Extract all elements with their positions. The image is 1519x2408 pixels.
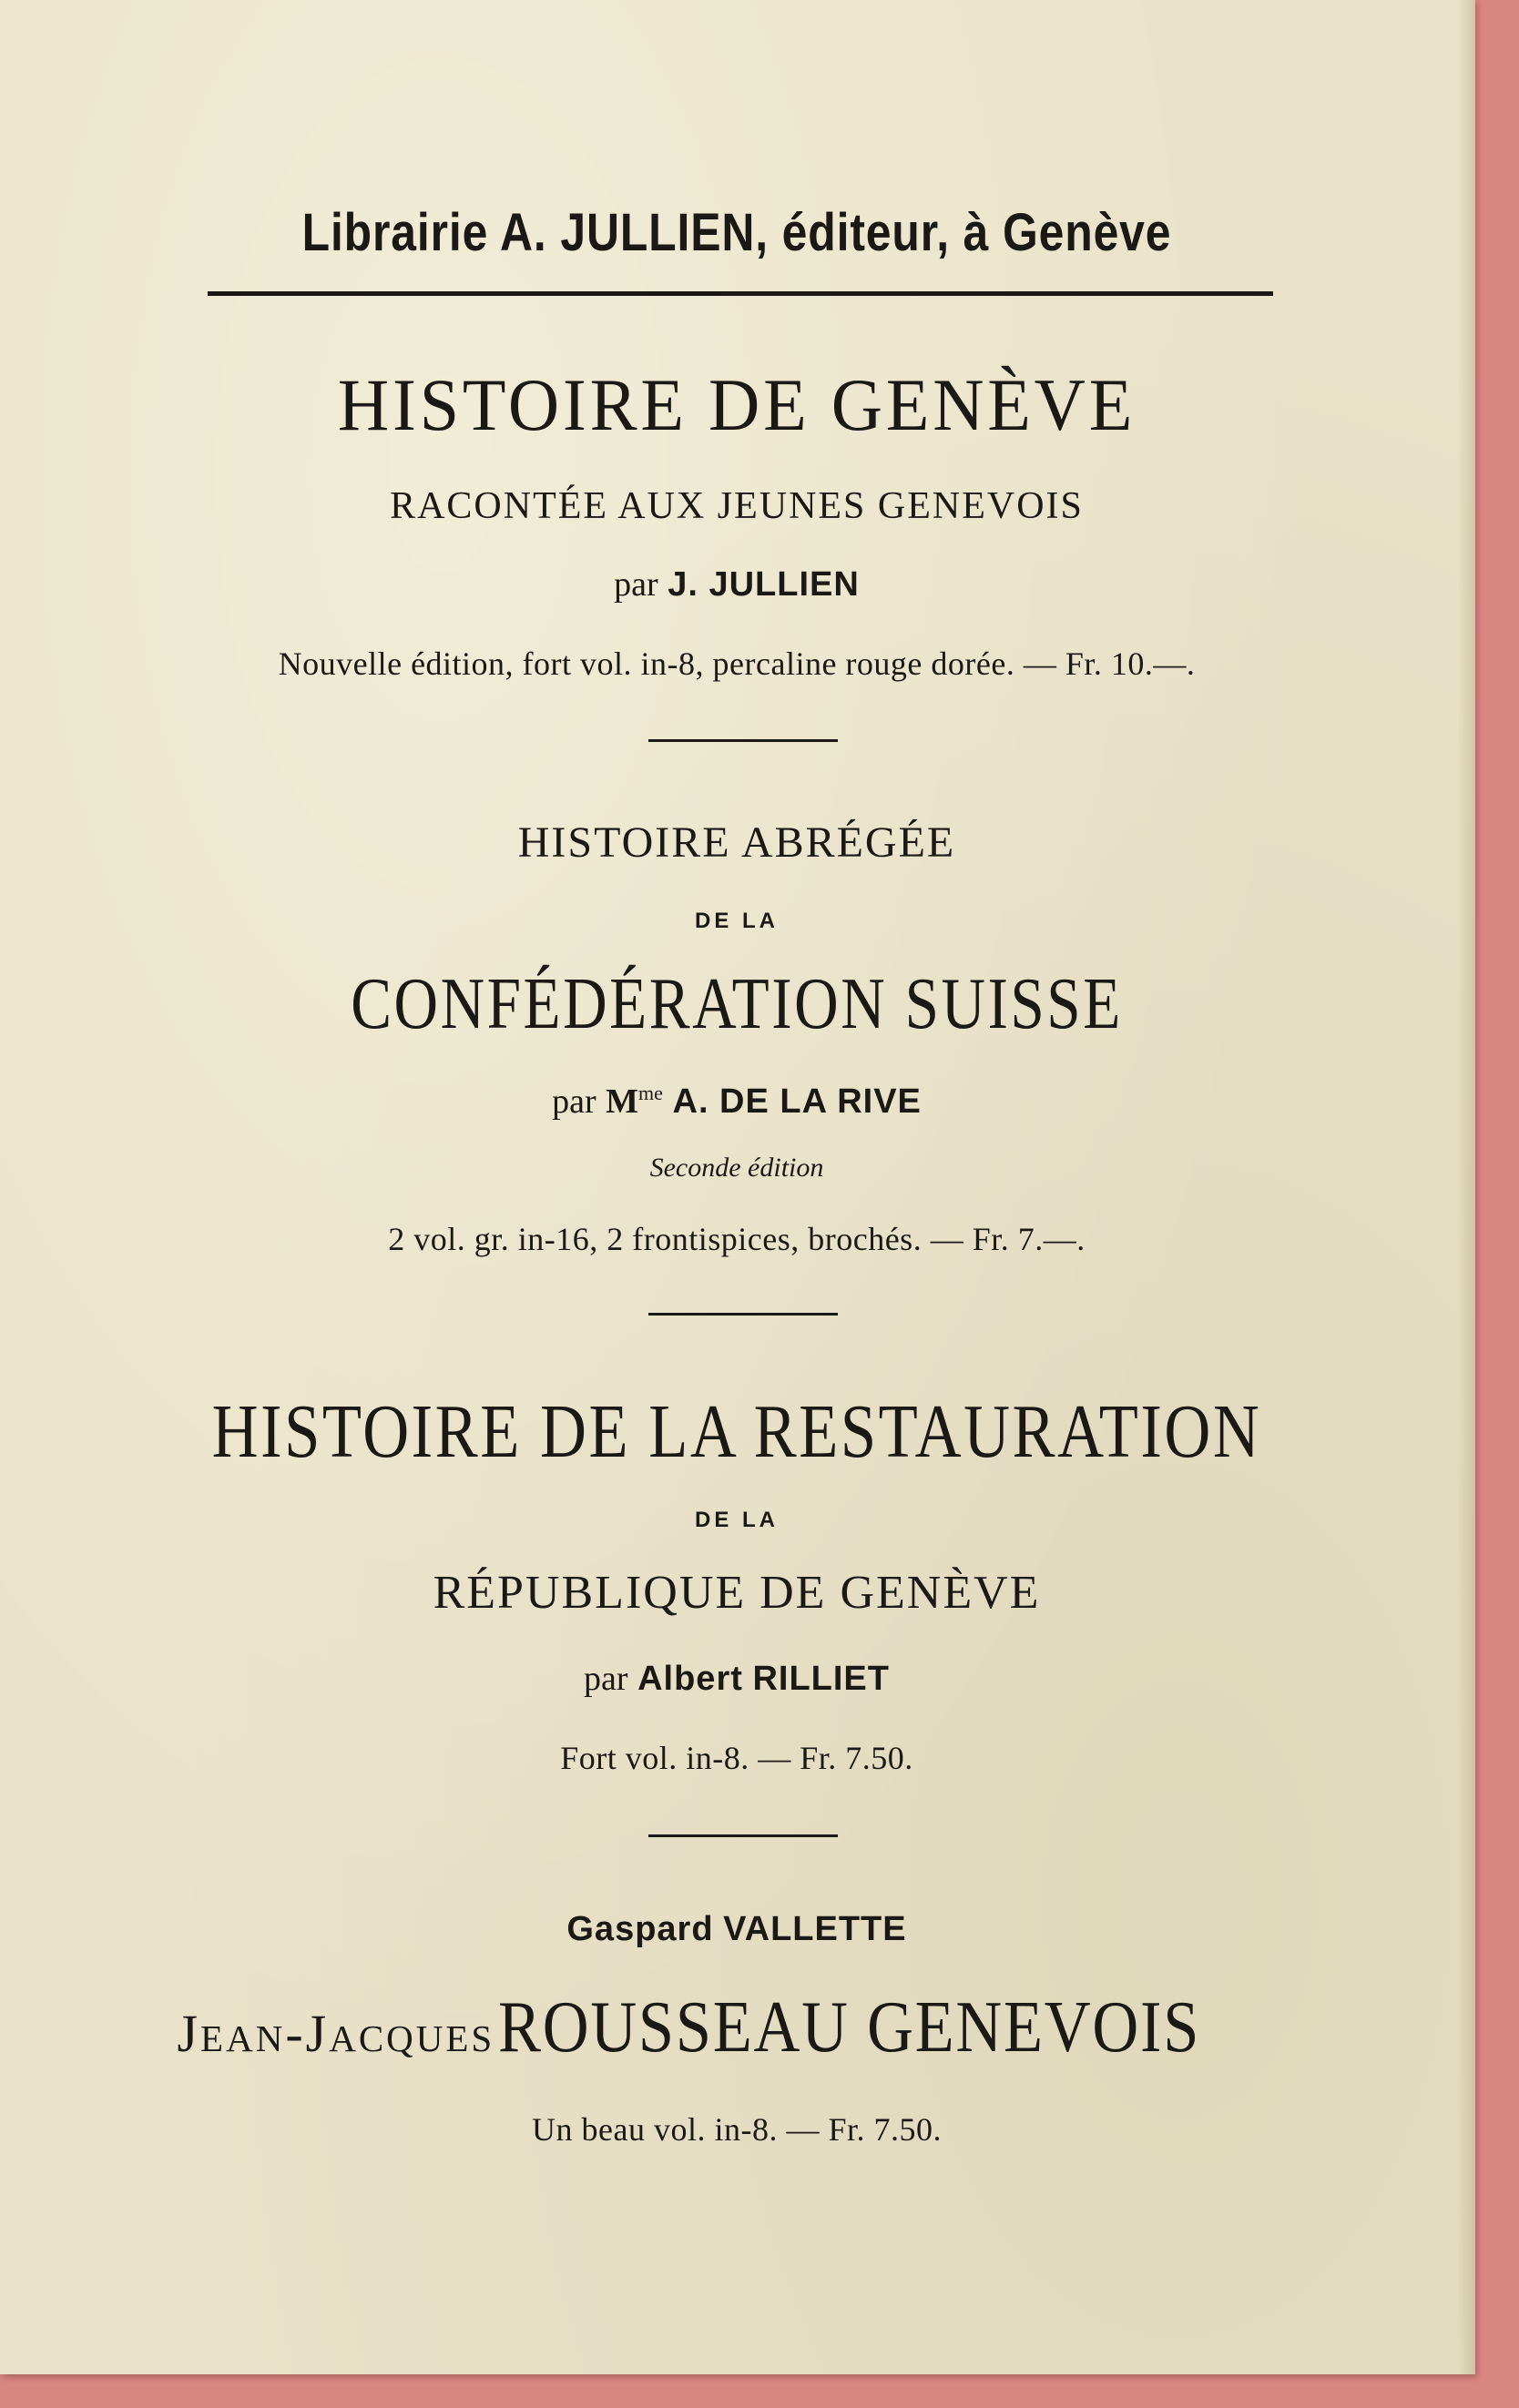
- separator-2: [648, 1313, 838, 1316]
- book-2-title: CONFÉDÉRATION SUISSE: [351, 964, 1123, 1044]
- separator-1: [648, 739, 838, 742]
- book-4-author-first: Gaspard: [566, 1910, 714, 1948]
- book-1-author-name: J. JULLIEN: [668, 565, 860, 604]
- book-4-title-line: [0, 1986, 1473, 2069]
- book-3-author-prefix: par: [584, 1660, 628, 1698]
- book-2-author-prefix: par: [552, 1082, 596, 1121]
- book-3-title: HISTOIRE DE LA RESTAURATION: [211, 1389, 1262, 1474]
- book-4-title-prefix: Jean-Jacques: [177, 2004, 495, 2063]
- book-2-author-honorific: M: [606, 1082, 639, 1121]
- book-2-author-name: A. DE LA RIVE: [672, 1082, 922, 1121]
- book-1-details: Nouvelle édition, fort vol. in-8, percaline rouge dorée. — Fr. 10.—.: [278, 645, 1196, 682]
- header-rule: [208, 291, 1273, 296]
- book-3-details: Fort vol. in-8. — Fr. 7.50.: [560, 1740, 913, 1776]
- book-1-author: [0, 564, 1473, 605]
- book-2-edition: Seconde édition: [649, 1153, 824, 1183]
- book-2-author: [0, 1082, 1473, 1122]
- book-2-author-honorific-sup: me: [638, 1082, 663, 1104]
- book-4-details: Un beau vol. in-8. — Fr. 7.50.: [532, 2111, 942, 2148]
- book-2-title-top: HISTOIRE ABRÉGÉE: [517, 818, 956, 867]
- book-3-author: [0, 1659, 1473, 1699]
- book-3-title-bottom: RÉPUBLIQUE DE GENÈVE: [433, 1567, 1041, 1619]
- book-1-author-prefix: par: [614, 565, 658, 604]
- book-2-details: 2 vol. gr. in-16, 2 frontispices, brochés. — Fr. 7.—.: [388, 1221, 1086, 1257]
- book-1-subtitle: RACONTÉE AUX JEUNES GENEVOIS: [390, 485, 1084, 527]
- book-4-author: [0, 1910, 1473, 1949]
- book-3-author-name: RILLIET: [752, 1660, 890, 1698]
- book-2-connector: DE LA: [695, 909, 779, 933]
- book-3-connector: DE LA: [695, 1508, 779, 1532]
- book-4-author-name: VALLETTE: [723, 1910, 907, 1948]
- book-4-title: ROUSSEAU GENEVOIS: [498, 1987, 1201, 2068]
- separator-3: [648, 1834, 838, 1837]
- publisher-header: Librairie A. JULLIEN, éditeur, à Genève: [301, 203, 1172, 262]
- book-1-title: HISTOIRE DE GENÈVE: [337, 363, 1137, 446]
- book-3-author-first: Albert: [637, 1660, 743, 1698]
